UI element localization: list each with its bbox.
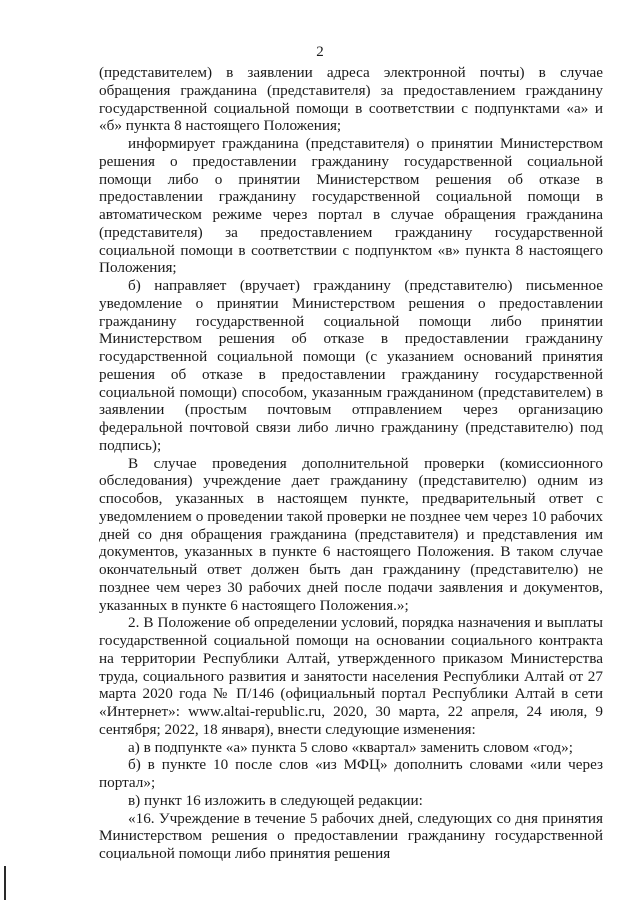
document-body (99, 64, 603, 863)
paragraph-change-a: а) в подпункте «а» пункта 5 слово «квартал» заменить словом «год»; (128, 738, 573, 756)
paragraph-change-c: в) пункт 16 изложить в следующей редакции: (128, 791, 423, 809)
paragraph-item-b: б) направляет (вручает) гражданину (представителю) письменное уведомление о принятии Министерством решения о предоставлении гражданину государственной социальной помощи либо принятии Министерством решения об отказе в предоставлении гражданину государственной социальной помощи (с указанием оснований принятия решения об отказе в предоставлении гражданину государственной социальной помощи) способом, указанным гражданином (представителем) в заявлении (простым почтовым отправлением через организацию федеральной почтовой связи либо лично гражданину (представителю) под подпись); (99, 277, 603, 454)
paragraph-clause-16: «16. Учреждение в течение 5 рабочих дней, следующих со дня принятия Министерством решения о предоставлении гражданину государственной социальной помощи либо принятия решения (99, 809, 603, 862)
scan-margin-mark (4, 866, 6, 900)
page-number: 2 (316, 44, 324, 60)
paragraph-item-2: 2. В Положение об определении условий, порядка назначения и выплаты государственной социальной помощи на основании социального контракта на территории Республики Алтай, утвержденного приказом Министерства труда, социального развития и занятости населения Республики Алтай от 27 марта 2020 года № П/146 (официальный портал Республики Алтай в сети «Интернет»: www.altai-republic.ru, 2020, 30 марта, 22 апреля, 24 июля, 9 сентября; 2022, 18 января), внести следующие изменения: (99, 614, 603, 738)
paragraph-additional-check: В случае проведения дополнительной проверки (комиссионного обследования) учреждение дает гражданину (представителю) одним из способов, указанных в настоящем пункте, предварительный ответ с уведомлением о проведении такой проверки не позднее чем через 10 рабочих дней со дня обращения гражданина (представителя) и представления им документов, указанных в пункте 6 настоящего Положения. В таком случае окончательный ответ должен быть дан гражданину (представителю) не позднее чем через 30 рабочих дней после подачи заявления и документов, указанных в пункте 6 настоящего Положения.»; (99, 454, 603, 614)
paragraph-change-b: б) в пункте 10 после слов «из МФЦ» дополнить словами «или через портал»; (99, 756, 603, 791)
paragraph-informs: информирует гражданина (представителя) о принятии Министерством решения о предоставлении гражданину государственной социальной помощи либо о принятии Министерством решения об отказе в предоставлении гражданину государственной социальной помощи в автоматическом режиме через портал в случае обращения гражданина (представителя) за предоставлением гражданину государственной социальной помощи в соответствии с подпунктом «в» пункта 8 настоящего Положения; (99, 135, 603, 277)
paragraph-continuation: (представителем) в заявлении адреса электронной почты) в случае обращения гражданина (представителя) за предоставлением гражданину государственной социальной помощи в соответствии с подпунктами «а» и «б» пункта 8 настоящего Положения; (99, 64, 603, 135)
